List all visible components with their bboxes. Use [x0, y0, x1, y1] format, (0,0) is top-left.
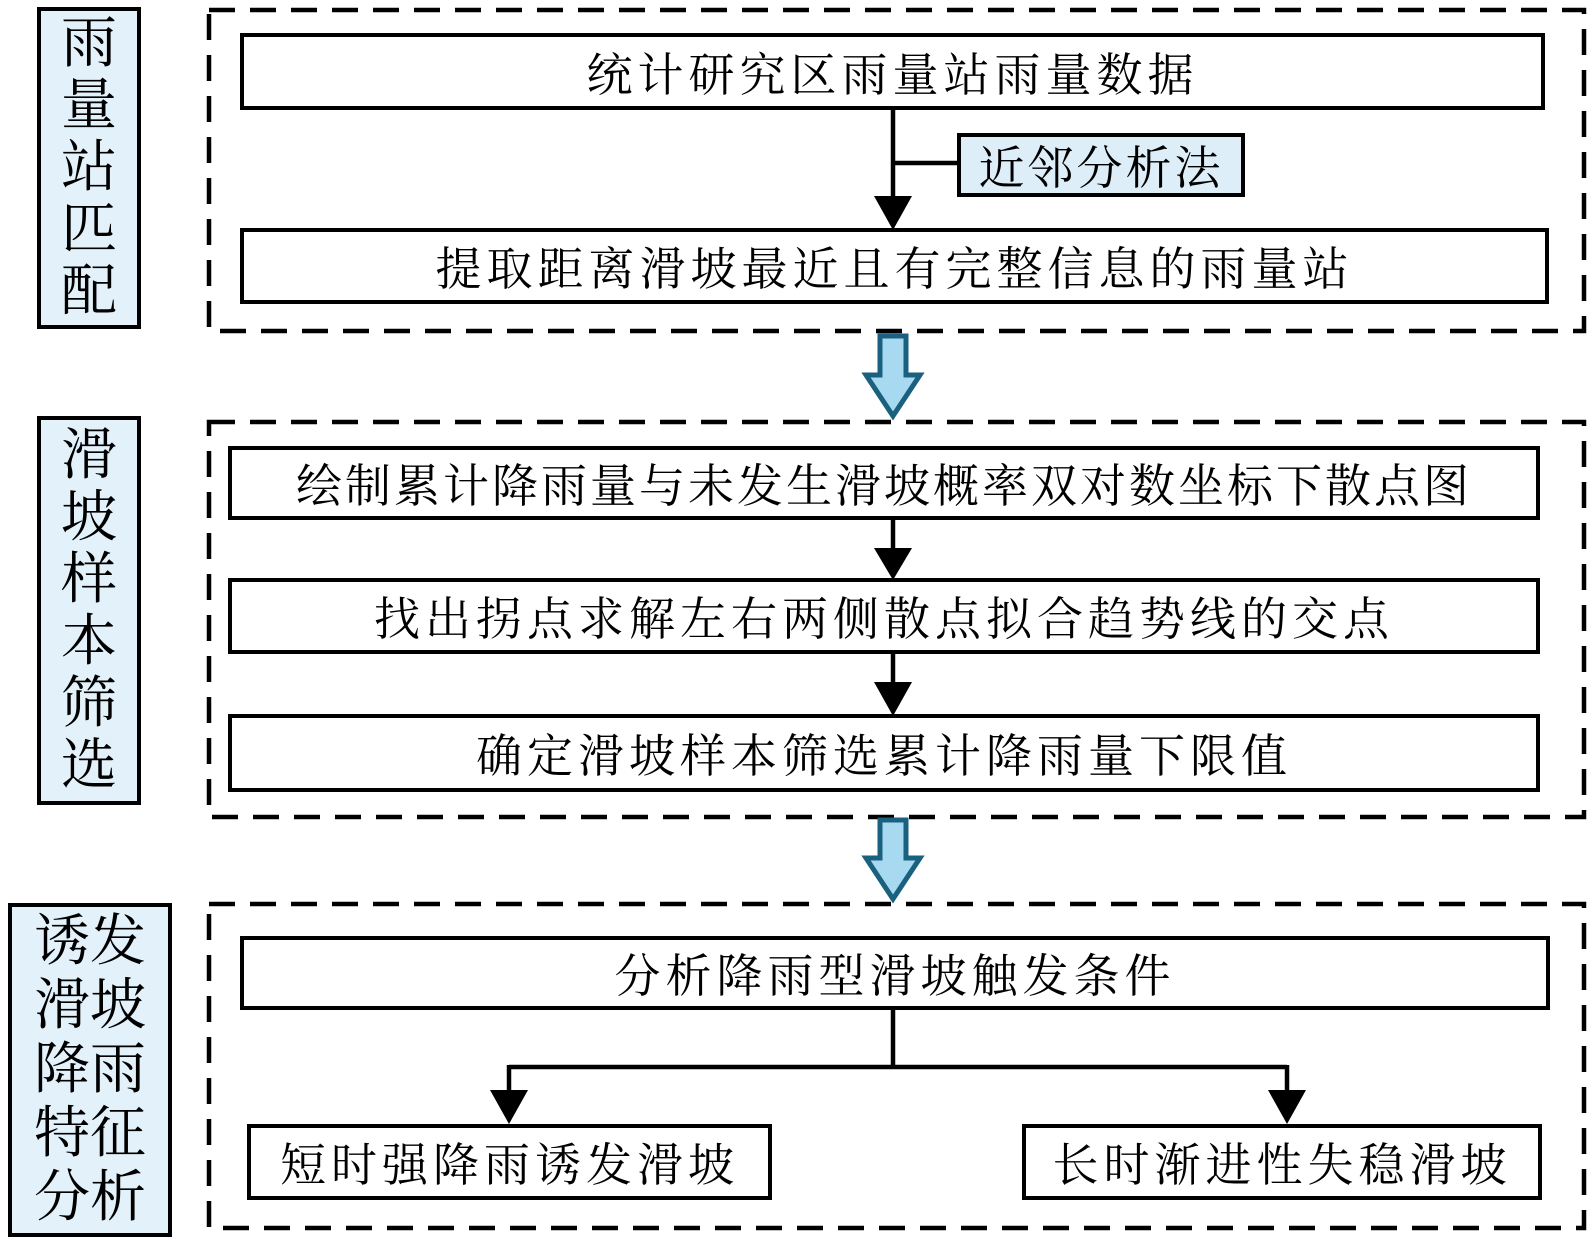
box-plot-scatter-loglog: 绘制累计降雨量与未发生滑坡概率双对数坐标下散点图 [228, 446, 1540, 520]
arrowhead-s2b [874, 682, 912, 716]
box-nearest-neighbor-method: 近邻分析法 [957, 133, 1245, 197]
big-down-arrow-1 [866, 336, 920, 416]
side-label-text: 诱发滑坡降雨特征分析 [34, 909, 146, 1230]
big-down-arrow-2 [866, 820, 920, 899]
box-statistics-rainfall-data: 统计研究区雨量站雨量数据 [240, 33, 1545, 110]
side-label-landslide-sample-screening [37, 416, 141, 805]
box-find-inflection-point: 找出拐点求解左右两侧散点拟合趋势线的交点 [228, 578, 1540, 654]
side-label-rain-station-matching [37, 7, 141, 329]
side-label-text: 雨量站匹配 [61, 11, 117, 324]
box-determine-lower-limit: 确定滑坡样本筛选累计降雨量下限值 [228, 714, 1540, 792]
arrowhead-s1 [874, 196, 912, 230]
arrowhead-s2a [874, 548, 912, 580]
arrowhead-s3-left [490, 1090, 528, 1124]
box-extract-nearest-station: 提取距离滑坡最近且有完整信息的雨量站 [240, 228, 1549, 304]
side-label-rainfall-feature-analysis [8, 903, 172, 1237]
arrowhead-s3-right [1268, 1090, 1306, 1124]
box-short-intense-rainfall-landslide: 短时强降雨诱发滑坡 [247, 1124, 772, 1200]
box-long-progressive-instability-landslide: 长时渐进性失稳滑坡 [1022, 1124, 1542, 1200]
side-label-text: 滑坡样本筛选 [61, 422, 117, 798]
box-analyze-trigger-conditions: 分析降雨型滑坡触发条件 [240, 936, 1550, 1010]
